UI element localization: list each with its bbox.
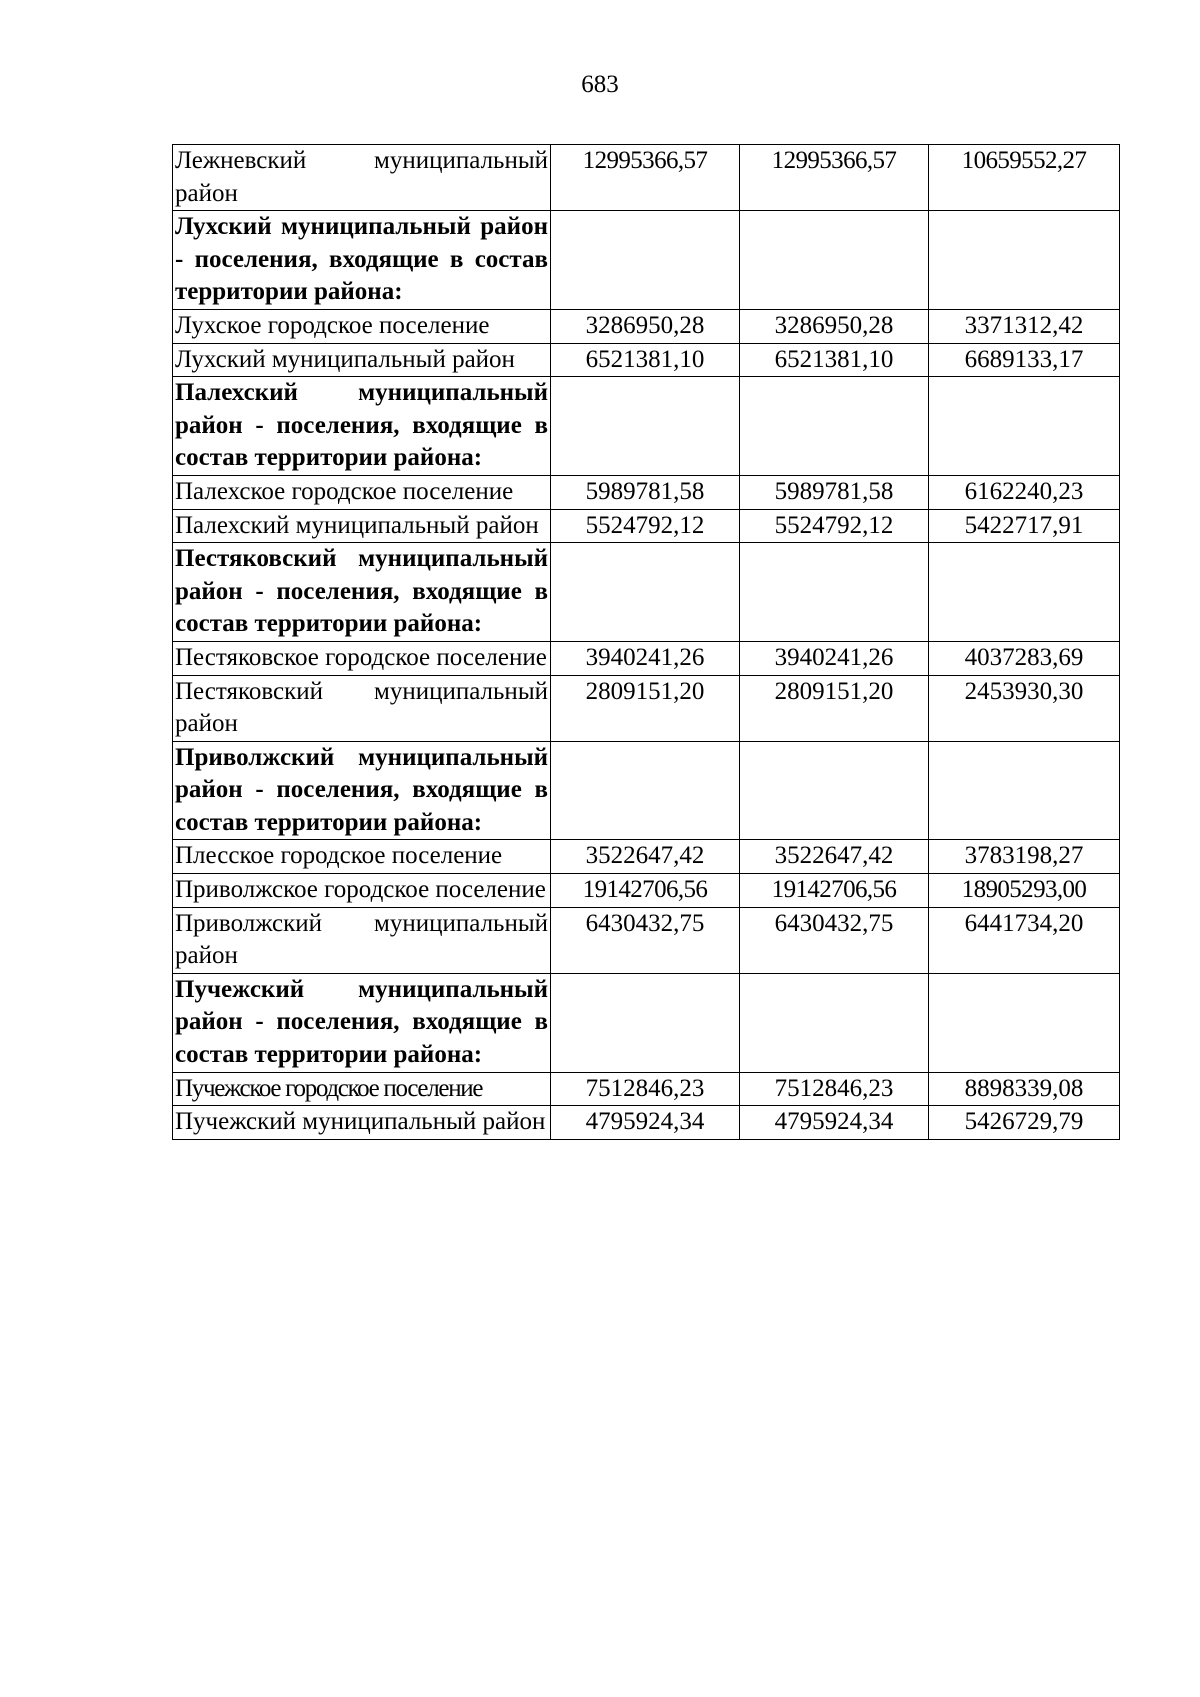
row-heading: Пестяковский муниципальный район - поселения, входящие в состав территории района:	[173, 543, 551, 642]
row-value-3: 3783198,27	[929, 840, 1120, 874]
row-value-2: 12995366,57	[740, 145, 929, 211]
table-row-heading	[173, 741, 1120, 840]
empty-cell	[551, 543, 740, 642]
row-name: Лухский муниципальный район	[173, 343, 551, 377]
row-value-2: 19142706,56	[740, 874, 929, 908]
row-value-1: 12995366,57	[551, 145, 740, 211]
row-value-3: 2453930,30	[929, 675, 1120, 741]
empty-cell	[740, 377, 929, 476]
row-value-1: 4795924,34	[551, 1106, 740, 1140]
row-name: Пучежский муниципальный район	[173, 1106, 551, 1140]
row-value-2: 4795924,34	[740, 1106, 929, 1140]
empty-cell	[551, 211, 740, 310]
table-row	[173, 1072, 1120, 1106]
row-value-3: 8898339,08	[929, 1072, 1120, 1106]
row-value-1: 19142706,56	[551, 874, 740, 908]
table-row	[173, 907, 1120, 973]
empty-cell	[740, 973, 929, 1072]
page-number: 683	[581, 71, 619, 98]
row-heading: Лухский муниципальный район - поселения, входящие в состав территории района:	[173, 211, 551, 310]
table-row-heading	[173, 377, 1120, 476]
table-row-heading	[173, 543, 1120, 642]
table-row	[173, 309, 1120, 343]
budget-table	[172, 144, 1120, 1140]
row-value-3: 6441734,20	[929, 907, 1120, 973]
empty-cell	[551, 973, 740, 1072]
row-value-1: 5524792,12	[551, 509, 740, 543]
empty-cell	[740, 543, 929, 642]
empty-cell	[551, 741, 740, 840]
empty-cell	[551, 377, 740, 476]
row-value-2: 2809151,20	[740, 675, 929, 741]
table-row	[173, 675, 1120, 741]
row-value-3: 6689133,17	[929, 343, 1120, 377]
empty-cell	[929, 973, 1120, 1072]
table-row	[173, 343, 1120, 377]
row-value-2: 6521381,10	[740, 343, 929, 377]
row-value-3: 4037283,69	[929, 641, 1120, 675]
row-value-3: 5422717,91	[929, 509, 1120, 543]
empty-cell	[929, 543, 1120, 642]
row-name: Плесское городское поселение	[173, 840, 551, 874]
table-row-heading	[173, 973, 1120, 1072]
empty-cell	[929, 211, 1120, 310]
empty-cell	[929, 741, 1120, 840]
row-heading: Пучежский муниципальный район - поселения, входящие в состав территории района:	[173, 973, 551, 1072]
row-value-2: 6430432,75	[740, 907, 929, 973]
row-value-2: 3286950,28	[740, 309, 929, 343]
row-heading: Палехский муниципальный район - поселения, входящие в состав территории района:	[173, 377, 551, 476]
row-name: Пучежское городское поселение	[173, 1072, 551, 1106]
row-value-3: 3371312,42	[929, 309, 1120, 343]
row-value-3: 10659552,27	[929, 145, 1120, 211]
table-row-heading	[173, 211, 1120, 310]
row-value-2: 3940241,26	[740, 641, 929, 675]
table-row	[173, 145, 1120, 211]
table-row	[173, 874, 1120, 908]
row-value-1: 6430432,75	[551, 907, 740, 973]
empty-cell	[740, 741, 929, 840]
row-name: Палехское городское поселение	[173, 475, 551, 509]
row-name: Пестяковское городское поселение	[173, 641, 551, 675]
row-name: Приволжское городское поселение	[173, 874, 551, 908]
row-name: Лежневский муниципальный район	[173, 145, 551, 211]
row-value-2: 3522647,42	[740, 840, 929, 874]
row-name: Палехский муниципальный район	[173, 509, 551, 543]
row-heading: Приволжский муниципальный район - поселения, входящие в состав территории района:	[173, 741, 551, 840]
table-row	[173, 840, 1120, 874]
row-value-1: 6521381,10	[551, 343, 740, 377]
row-value-1: 5989781,58	[551, 475, 740, 509]
row-value-1: 3522647,42	[551, 840, 740, 874]
row-value-1: 2809151,20	[551, 675, 740, 741]
row-value-2: 5524792,12	[740, 509, 929, 543]
table-row	[173, 1106, 1120, 1140]
row-value-1: 3286950,28	[551, 309, 740, 343]
row-value-1: 7512846,23	[551, 1072, 740, 1106]
row-value-1: 3940241,26	[551, 641, 740, 675]
row-value-3: 18905293,00	[929, 874, 1120, 908]
table-row	[173, 475, 1120, 509]
empty-cell	[929, 377, 1120, 476]
empty-cell	[740, 211, 929, 310]
row-value-3: 5426729,79	[929, 1106, 1120, 1140]
table-row	[173, 641, 1120, 675]
row-value-3: 6162240,23	[929, 475, 1120, 509]
table-row	[173, 509, 1120, 543]
row-value-2: 7512846,23	[740, 1072, 929, 1106]
row-value-2: 5989781,58	[740, 475, 929, 509]
row-name: Приволжский муниципальный район	[173, 907, 551, 973]
row-name: Лухское городское поселение	[173, 309, 551, 343]
row-name: Пестяковский муниципальный район	[173, 675, 551, 741]
